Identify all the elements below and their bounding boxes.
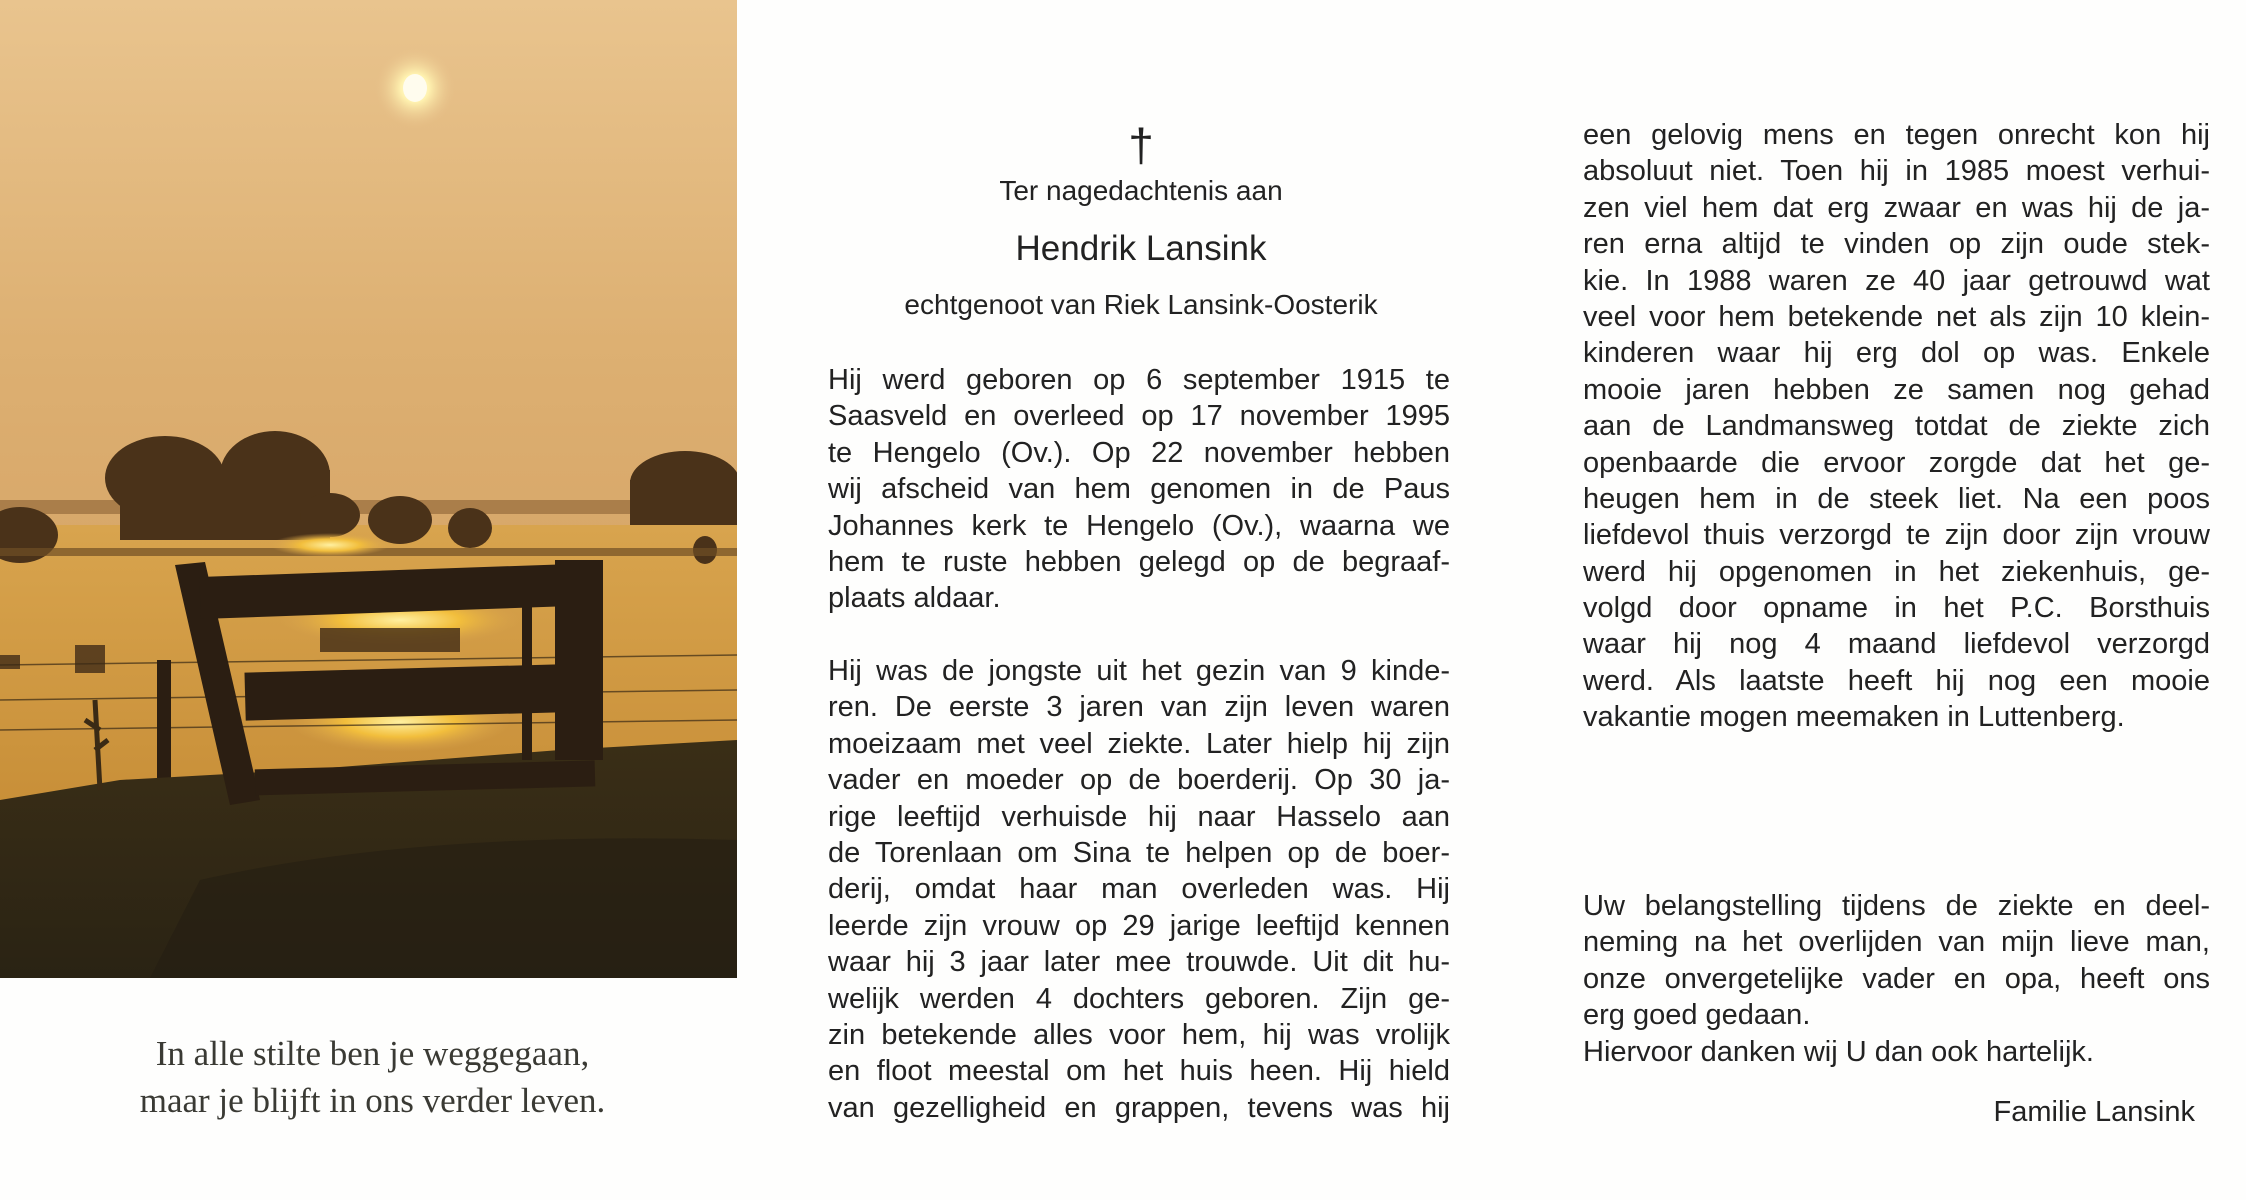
text-line: mooie jaren hebben ze samen nog gehad [1583,373,2210,406]
text-line: derij, omdat haar man overleden was. Hij [828,873,1450,906]
deceased-name: Hendrik Lansink [1015,229,1267,268]
text-line: zen viel hem dat erg zwaar en was hij de ja- [1583,191,2210,224]
text-line: ren erna altijd te vinden op zijn oude stek- [1583,228,2210,261]
text-line: absoluut niet. Toen hij in 1985 moest verhui- [1583,155,2210,188]
text-line: Hij was de jongste uit het gezin van 9 kinde- [828,655,1450,687]
text-line: Uw belangstelling tijdens de ziekte en deel- [1583,890,2210,922]
text-line: de Torenlaan om Sina te helpen op de boer- [828,836,1450,869]
middle-panel [828,0,1454,1200]
text-line: plaats aldaar. [828,582,1001,615]
poem-line-1: In alle stilte ben je weggegaan, [155,1034,590,1073]
text-line: liefdevol thuis verzorgd te zijn door zijn vrouw [1583,519,2210,552]
family-signature: Familie Lansink [1993,1096,2195,1128]
text-line: Hiervoor danken wij U dan ook hartelijk. [1583,1035,2094,1068]
text-line: zin betekende alles voor hem, hij was vrolijk [828,1018,1450,1051]
text-line: waar hij nog 4 maand liefdevol verzorgd [1583,628,2210,661]
sunset-gate-photo [0,0,737,978]
right-panel [1583,0,2213,1200]
thanks-paragraph [1583,888,2210,1070]
in-memory-of-label: Ter nagedachtenis aan [999,175,1283,206]
text-line: vader en moeder op de boerderij. Op 30 ja- [828,764,1450,797]
text-line: waar hij 3 jaar later mee trouwde. Uit dit hu- [828,946,1450,979]
text-line: vakantie mogen meemaken in Luttenberg. [1583,701,2125,734]
text-line: heugen hem in de steek liet. Na een poos [1583,482,2210,515]
memorial-poem [0,1030,745,1124]
text-line: wij afscheid van hem genomen in de Paus [828,473,1450,506]
biography-paragraph-1 [828,362,1450,617]
text-line: ren. De eerste 3 jaren van zijn leven waren [828,691,1450,724]
text-line: en floot meestal om het huis heen. Hij hield [828,1055,1450,1088]
text-line: volgd door opname in het P.C. Borsthuis [1583,592,2210,625]
spouse-line: echtgenoot van Riek Lansink-Oosterik [904,289,1378,320]
text-line: werd. Als laatste heeft hij nog een mooie [1583,664,2210,697]
text-line: kinderen waar hij erg dol op was. Enkele [1583,337,2210,370]
text-line: Hij werd geboren op 6 september 1915 te [828,364,1450,396]
biography-continuation [1583,117,2210,736]
text-line: werd hij opgenomen in het ziekenhuis, ge- [1583,555,2210,588]
text-line: hem te ruste hebben gelegd op de begraaf- [828,545,1450,578]
left-panel [0,0,760,1200]
text-line: veel voor hem betekende net als zijn 10 klein- [1583,300,2210,333]
text-line: rige leeftijd verhuisde hij naar Hasselo aan [828,800,1450,833]
text-line: onze onvergetelijke vader en opa, heeft ons [1583,962,2210,995]
text-line: Saasveld en overleed op 17 november 1995 [828,400,1450,433]
poem-line-2: maar je blijft in ons verder leven. [139,1081,606,1120]
text-line: kie. In 1988 waren ze 40 jaar getrouwd wat [1583,264,2210,297]
text-line: welijk werden 4 dochters geboren. Zijn ge- [828,982,1450,1015]
text-line: leerde zijn vrouw op 29 jarige leeftijd kennen [828,909,1450,942]
text-line: openbaarde die ervoor zorgde dat het ge- [1583,446,2210,479]
text-line: Johannes kerk te Hengelo (Ov.), waarna we [828,509,1450,542]
biography-paragraph-2 [828,653,1450,1126]
text-line: erg goed gedaan. [1583,999,1811,1032]
text-line: een gelovig mens en tegen onrecht kon hij [1583,119,2210,151]
text-line: aan de Landmansweg totdat de ziekte zich [1583,410,2210,443]
cross-icon: † [1128,119,1154,171]
text-line: van gezelligheid en grappen, tevens was hij [828,1091,1450,1124]
text-line: moeizaam met veel ziekte. Later hielp hij zijn [828,727,1450,760]
text-line: te Hengelo (Ov.). Op 22 november hebben [828,436,1450,469]
text-line: neming na het overlijden van mijn lieve man, [1583,926,2210,959]
